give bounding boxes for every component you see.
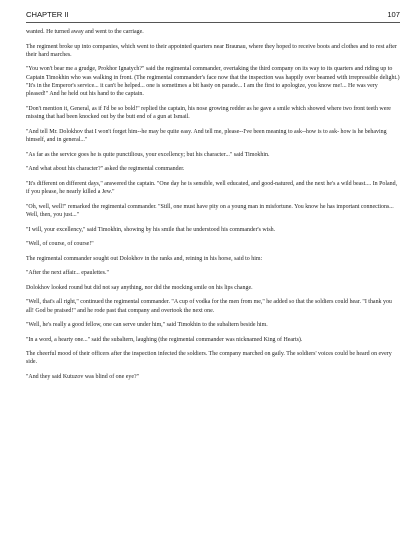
paragraph: The regimental commander sought out Dolokhov in the ranks and, reining in his horse, said to him:	[26, 255, 263, 262]
paragraph: The cheerful mood of their officers after the inspection infected the soldiers. The company marched on gaily. The soldiers' voices could be heard on every side.	[26, 351, 392, 366]
page-number: 107	[387, 10, 400, 19]
paragraph: "You won't bear me a grudge, Prokhor Ignatych?" said the regimental commander, overtaking the third company on its way to its quarters and riding up to Captain Timokhin who was walking in front. (The regimental commander's face now that the inspection was happily over beamed with irrepressible delight.) "It's in the Emperor's service... it can't be helped... one is sometimes a bit hasty on parade... I am the first to apologize, you know me!... He was very pleased!" And he held out his hand to the captain.	[26, 66, 400, 98]
paragraph: "After the next affair... epaulettes."	[26, 270, 109, 277]
header-rule	[26, 22, 400, 23]
paragraph: "Don't mention it, General, as if I'd be so bold!" replied the captain, his nose growing redder as he gave a smile which showed where two front teeth were missing that had been knocked out by the butt end of a gun at Ismail.	[26, 105, 391, 121]
paragraph: "And they said Kutuzov was blind of one eye?"	[26, 374, 140, 380]
paragraph: "Well, of course, of course!"	[26, 241, 94, 248]
paragraph: Dolokhov looked round but did not say anything, nor did the mocking smile on his lips change.	[26, 284, 253, 291]
chapter-title: CHAPTER II	[26, 10, 69, 19]
paragraph: "As far as the service goes he is quite punctilious, your excellency; but his character..." said Timokhin.	[26, 151, 270, 158]
paragraph: wanted. He turned away and went to the carriage.	[26, 29, 144, 35]
paragraph: "In a word, a hearty one..." said the subaltern, laughing (the regimental commander was nicknamed King of Hearts).	[26, 336, 303, 343]
paragraph: The regiment broke up into companies, which went to their appointed quarters near Braunau, where they hoped to receive boots and clothes and to rest after their hard marches.	[26, 43, 397, 58]
book-page	[26, 10, 400, 388]
paragraph: "And tell Mr. Dolokhov that I won't forget him--he may be quite easy. And tell me, please--I've been meaning to ask--how is to ask- how is he behaving himself, and in general..."	[26, 128, 387, 144]
paragraph: "I will, your excellency," said Timokhin, showing by his smile that he understood his commander's wish.	[26, 226, 276, 233]
paragraph: "Well, that's all right," continued the regimental commander. "A cup of vodka for the men from me," he added so that the soldiers could hear. "I thank you all! God be praised!" and he rode past that company and overtook the next one.	[26, 299, 392, 314]
page-header	[26, 10, 400, 19]
paragraph: "Oh, well, well!" remarked the regimental commander. "Still, one must have pity on a young man in misfortune. You know he has important connections... Well, then, you just..."	[26, 203, 394, 218]
paragraph: "And what about his character?" asked the regimental commander.	[26, 166, 185, 173]
paragraph: "It's different on different days," answered the captain. "One day he is sensible, well educated, and good-natured, and the next he's a wild beast.... In Poland, if you please, he nearly killed a Jew."	[26, 180, 398, 196]
page-body	[26, 28, 400, 381]
paragraph: "Well, he's really a good fellow, one can serve under him," said Timokhin to the subaltern beside him.	[26, 322, 268, 329]
